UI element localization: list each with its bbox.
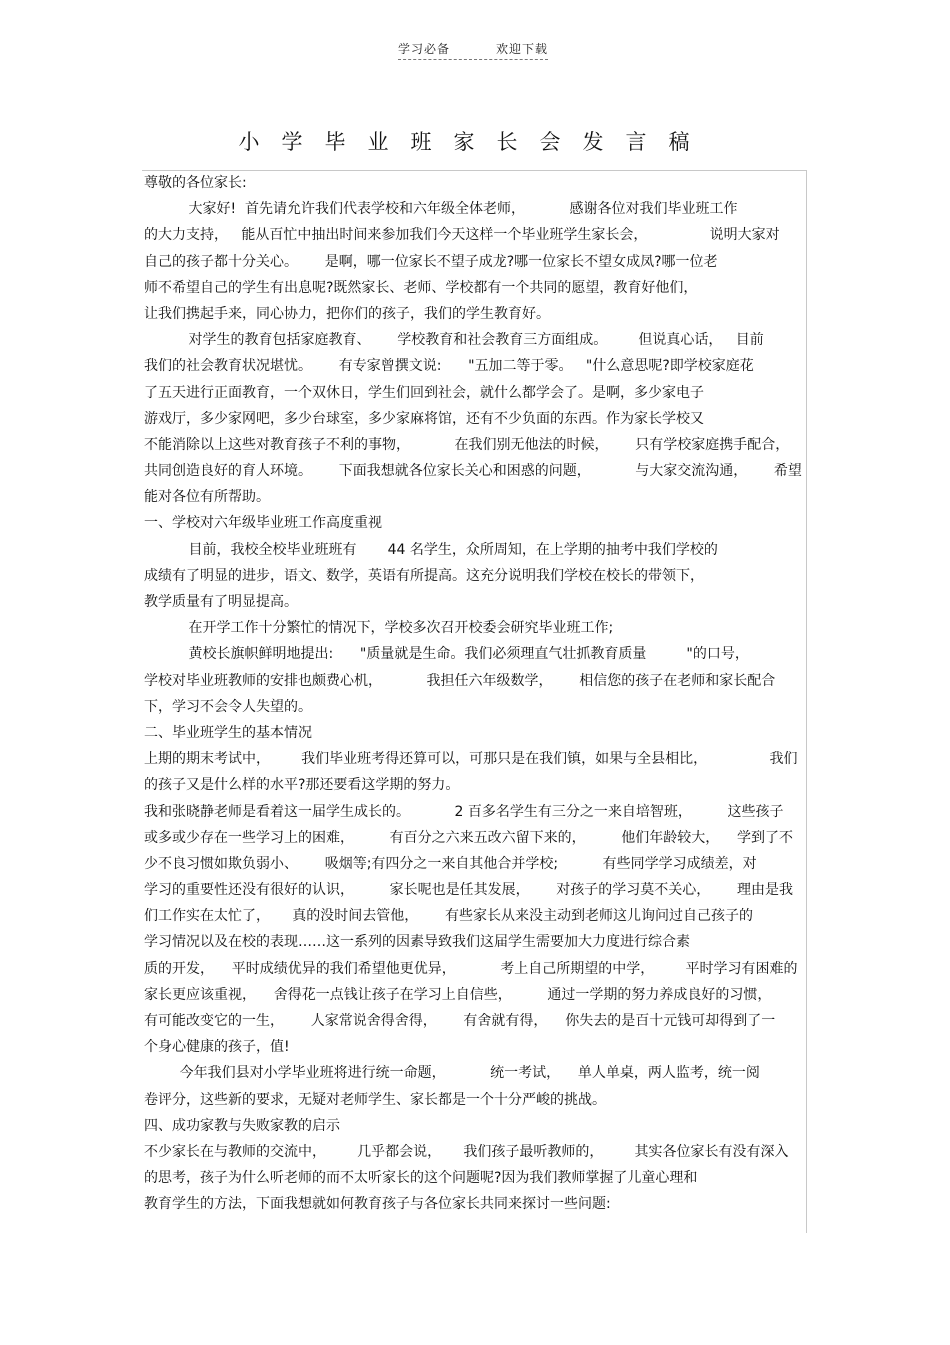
text-line: 家长更应该重视， 舍得花一点钱让孩子在学习上自信些， 通过一学期的努力养成良好的习惯，: [144, 986, 772, 1003]
text-line: 四、成功家教与失败家教的启示: [144, 1117, 340, 1134]
text-line: 对学生的教育包括家庭教育、 学校教育和社会教育三方面组成。 但说真心话， 目前: [144, 332, 764, 349]
text-line: 我和张晓静老师是看着这一届学生成长的。 2 百多名学生有三分之一来自培智班， 这些孩子: [144, 803, 784, 820]
text-line: 了五天进行正面教育，一个双休日，学生们回到社会，就什么都学会了。是啊，多少家电子: [144, 384, 704, 401]
text-line: 的孩子又是什么样的水平?那还要看这学期的努力。: [144, 777, 460, 794]
text-line: 有可能改变它的一生， 人家常说舍得舍得， 有舍就有得， 你失去的是百十元钱可却得到了一: [144, 1013, 776, 1029]
text-line: 师不希望自己的学生有出息呢?既然家长、老师、学校都有一个共同的愿望，教育好他们，: [144, 279, 698, 296]
text-line: 下，学习不会令人失望的。: [144, 698, 312, 715]
text-line: 共同创造良好的育人环境。 下面我想就各位家长关心和困惑的问题， 与大家交流沟通， 希望: [144, 463, 802, 480]
text-line: 成绩有了明显的进步，语文、数学，英语有所提高。这充分说明我们学校在校长的带领下，: [144, 567, 704, 584]
text-line: 个身心健康的孩子，值!: [144, 1039, 290, 1056]
text-line: 游戏厅，多少家网吧，多少台球室，多少家麻将馆，还有不少负面的东西。作为家长学校又: [144, 410, 704, 427]
text-line: 二、毕业班学生的基本情况: [144, 724, 312, 741]
text-line: 少不良习惯如欺负弱小、 吸烟等;有四分之一来自其他合并学校; 有些同学学习成绩差，对: [144, 855, 757, 872]
text-line: 一、学校对六年级毕业班工作高度重视: [144, 515, 382, 532]
text-line: 让我们携起手来，同心协力，把你们的孩子，我们的学生教育好。: [144, 305, 550, 322]
text-line: 学习的重要性还没有很好的认识， 家长呢也是任其发展， 对孩子的学习莫不关心， 理由是我: [144, 882, 794, 899]
header-left-text: 学习必备: [398, 42, 451, 56]
text-line: 大家好! 首先请允许我们代表学校和六年级全体老师， 感谢各位对我们毕业班工作: [144, 201, 738, 218]
text-line: 学习情况以及在校的表现……这一系列的因素导致我们这届学生需要加大力度进行综合素: [144, 934, 690, 951]
document-title: 小学毕业班家长会发言稿: [238, 130, 712, 154]
text-line: 质的开发， 平时成绩优异的我们希望他更优异， 考上自己所期望的中学， 平时学习有困难的: [144, 960, 798, 977]
page-header: [398, 40, 548, 60]
text-line: 上期的期末考试中， 我们毕业班考得还算可以，可那只是在我们镇，如果与全县相比， 我们: [144, 751, 798, 768]
text-line: 或多或少存在一些学习上的困难， 有百分之六来五改六留下来的， 他们年龄较大， 学到了不: [144, 829, 794, 846]
text-line: 教学质量有了明显提高。: [144, 594, 298, 610]
text-line: 在开学工作十分繁忙的情况下，学校多次召开校委会研究毕业班工作;: [144, 620, 614, 637]
text-line: 尊敬的各位家长:: [144, 175, 247, 191]
text-line: 学校对毕业班教师的安排也颇费心机， 我担任六年级数学， 相信您的孩子在老师和家长配合: [144, 672, 776, 689]
text-line: 的大力支持， 能从百忙中抽出时间来参加我们今天这样一个毕业班学生家长会， 说明大家对: [144, 227, 780, 244]
text-line: 自己的孩子都十分关心。 是啊，哪一位家长不望子成龙?哪一位家长不望女成凤?哪一位老: [144, 253, 718, 270]
text-line: 不能消除以上这些对教育孩子不利的事物， 在我们别无他法的时候， 只有学校家庭携手配合，: [144, 436, 790, 453]
text-line: 们工作实在太忙了， 真的没时间去管他， 有些家长从来没主动到老师这儿询问过自己孩子的: [144, 908, 753, 925]
text-line: 卷评分，这些新的要求，无疑对老师学生、家长都是一个十分严峻的挑战。: [144, 1091, 606, 1108]
text-line: 不少家长在与教师的交流中， 几乎都会说， 我们孩子最听教师的， 其实各位家长有没有深入: [144, 1143, 789, 1160]
document-body: [144, 170, 806, 1218]
text-line: 我们的社会教育状况堪忧。 有专家曾撰文说: "五加二等于零。 "什么意思呢?即学校家庭花: [144, 358, 754, 375]
text-line: 教育学生的方法，下面我想就如何教育孩子与各位家长共同来探讨一些问题:: [144, 1196, 611, 1213]
text-line: 的思考，孩子为什么听老师的而不太听家长的这个问题呢?因为我们教师掌握了儿童心理和: [144, 1170, 698, 1187]
text-line: 黄校长旗帜鲜明地提出: "质量就是生命。我们必须理直气壮抓教育质量 "的口号，: [144, 646, 749, 663]
header-right-text: 欢迎下载: [495, 42, 548, 56]
text-line: 能对各位有所帮助。: [144, 489, 270, 506]
text-line: 目前，我校全校毕业班班有 44 名学生，众所周知，在上学期的抽考中我们学校的: [144, 541, 718, 558]
text-line: 今年我们县对小学毕业班将进行统一命题， 统一考试， 单人单桌，两人监考，统一阅: [144, 1065, 760, 1082]
